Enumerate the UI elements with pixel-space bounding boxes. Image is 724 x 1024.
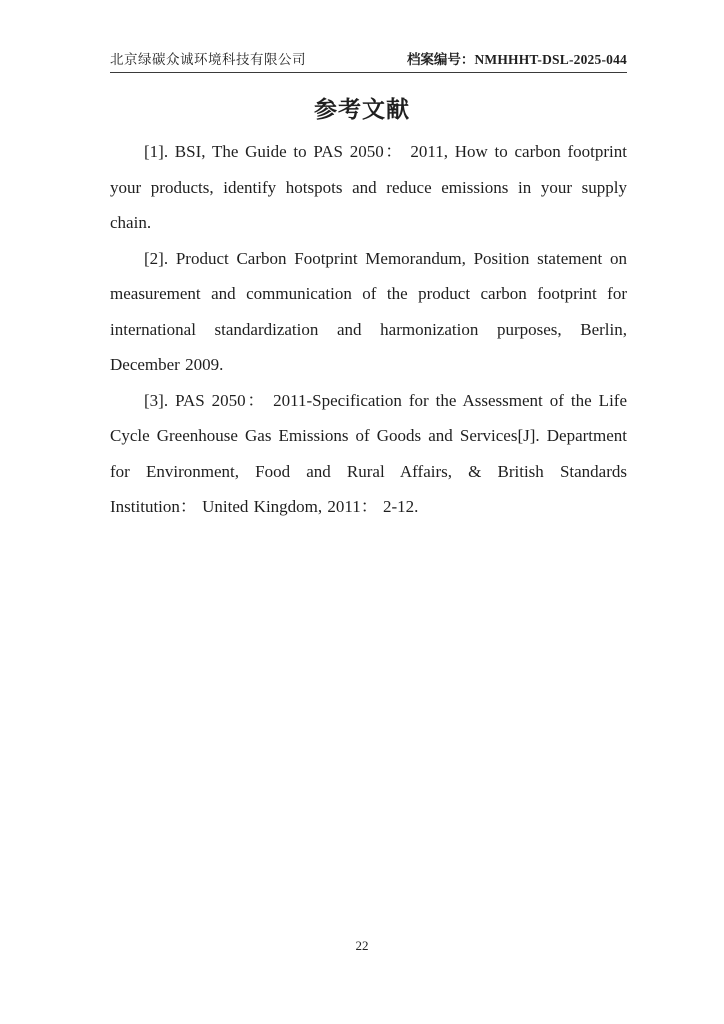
reference-item-1: [1]. BSI, The Guide to PAS 2050： 2011, How to carbon footprint your products, identify hotspots and reduce emissions in your supply chain. xyxy=(110,142,627,232)
header-company-name: 北京绿碳众诚环境科技有限公司 xyxy=(110,51,306,67)
page-header xyxy=(110,0,627,73)
doc-number-value: NMHHHT-DSL-2025-044 xyxy=(474,51,627,67)
page-number: 22 xyxy=(355,938,369,953)
references-list xyxy=(110,134,627,525)
reference-item-3: [3]. PAS 2050： 2011-Specification for the Assessment of the Life Cycle Greenhouse Gas Emissions of Goods and Services[J]. Department for Environment, Food and Rural Affairs, & British Standards Institution： United Kingdom, 2011： 2-12. xyxy=(110,390,627,516)
doc-number-label: 档案编号： xyxy=(406,51,475,67)
section-title: 参考文献 xyxy=(314,97,410,122)
header-doc-number xyxy=(407,53,627,67)
reference-item-2: [2]. Product Carbon Footprint Memorandum, Position statement on measurement and communication of the product carbon footprint for international standardization and harmonization purposes, Berlin, December 2009. xyxy=(110,248,627,374)
